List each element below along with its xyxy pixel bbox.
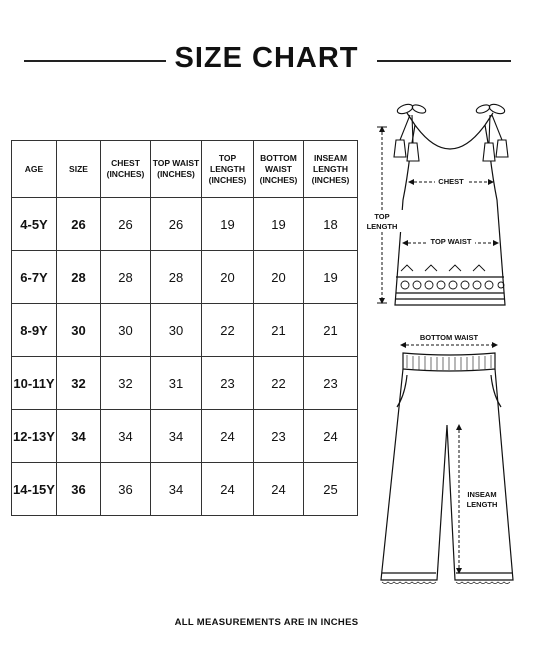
cell-bottom-waist: 21 [254,304,304,357]
header-line: (INCHES) [106,169,145,179]
cell-inseam-length: 18 [304,198,358,251]
cell-top-length: 24 [202,463,254,516]
cell-top-length: 22 [202,304,254,357]
header-line: CHEST [111,158,140,168]
cell-size: 34 [57,410,101,463]
cell-age: 6-7Y [12,251,57,304]
cell-chest: 30 [101,304,151,357]
table-row [12,304,358,357]
header-line: (INCHES) [259,174,298,185]
size-chart-table [11,140,358,516]
cell-inseam-length: 25 [304,463,358,516]
header-inseam-length [304,141,358,198]
table-row [12,198,358,251]
header-size: SIZE [57,141,101,198]
cell-inseam-length: 23 [304,357,358,410]
header-line: TOP WAIST [152,158,200,168]
cell-top-waist: 34 [151,463,202,516]
cell-age: 4-5Y [12,198,57,251]
cell-bottom-waist: 20 [254,251,304,304]
cell-top-waist: 30 [151,304,202,357]
table-header-row [12,141,358,198]
cell-size: 32 [57,357,101,410]
label-bottom-waist: BOTTOM WAIST [419,333,479,342]
title-rule-right [377,60,511,62]
cell-top-length: 19 [202,198,254,251]
header-bottom-waist [254,141,304,198]
cell-bottom-waist: 24 [254,463,304,516]
cell-top-length: 20 [202,251,254,304]
header-line: TOP LENGTH [210,152,245,174]
cell-chest: 32 [101,357,151,410]
inseam-length-measure [459,425,501,573]
header-line: (INCHES) [208,174,247,185]
cell-chest: 36 [101,463,151,516]
bottom-waist-measure [401,333,497,345]
label-inseam-length: LENGTH [466,500,498,509]
pants-hem-scallop [382,582,510,584]
label-top-length: LENGTH [366,222,398,231]
cell-size: 30 [57,304,101,357]
header-top-length [202,141,254,198]
cell-top-waist: 31 [151,357,202,410]
cell-age: 14-15Y [12,463,57,516]
table-row [12,251,358,304]
cell-age: 12-13Y [12,410,57,463]
title-row [0,40,533,80]
cell-inseam-length: 24 [304,410,358,463]
pants-drawing [381,353,513,580]
header-line: BOTTOM [260,152,297,163]
header-age: AGE [12,141,57,198]
table-row [12,410,358,463]
header-line: WAIST [265,163,292,174]
cell-inseam-length: 19 [304,251,358,304]
cell-size: 28 [57,251,101,304]
cell-chest: 26 [101,198,151,251]
header-line: (INCHES) [311,174,350,185]
measurement-note: ALL MEASUREMENTS ARE IN INCHES [174,617,359,628]
label-chest: CHEST [438,177,464,186]
cell-chest: 28 [101,251,151,304]
label-top-length: TOP [374,212,390,221]
cell-top-waist: 26 [151,198,202,251]
cell-bottom-waist: 22 [254,357,304,410]
header-line: (INCHES) [157,169,195,179]
table-row [12,463,358,516]
table-row [12,357,358,410]
cell-top-waist: 28 [151,251,202,304]
cell-size: 36 [57,463,101,516]
left-bow-icon [394,103,427,161]
page-title: SIZE CHART [174,42,359,74]
cell-top-length: 24 [202,410,254,463]
cell-age: 10-11Y [12,357,57,410]
cell-top-waist: 34 [151,410,202,463]
cell-bottom-waist: 19 [254,198,304,251]
cell-bottom-waist: 23 [254,410,304,463]
label-inseam-length: INSEAM [467,490,497,499]
header-chest [101,141,151,198]
cell-size: 26 [57,198,101,251]
label-top-waist: TOP WAIST [430,237,472,246]
cell-age: 8-9Y [12,304,57,357]
cell-chest: 34 [101,410,151,463]
garment-measurement-illustration [355,95,525,605]
cell-inseam-length: 21 [304,304,358,357]
header-line: INSEAM [313,152,348,163]
chest-measure [409,175,493,187]
header-top-waist [151,141,202,198]
header-line: LENGTH [313,163,348,174]
cell-top-length: 23 [202,357,254,410]
top-waist-measure [403,235,498,247]
